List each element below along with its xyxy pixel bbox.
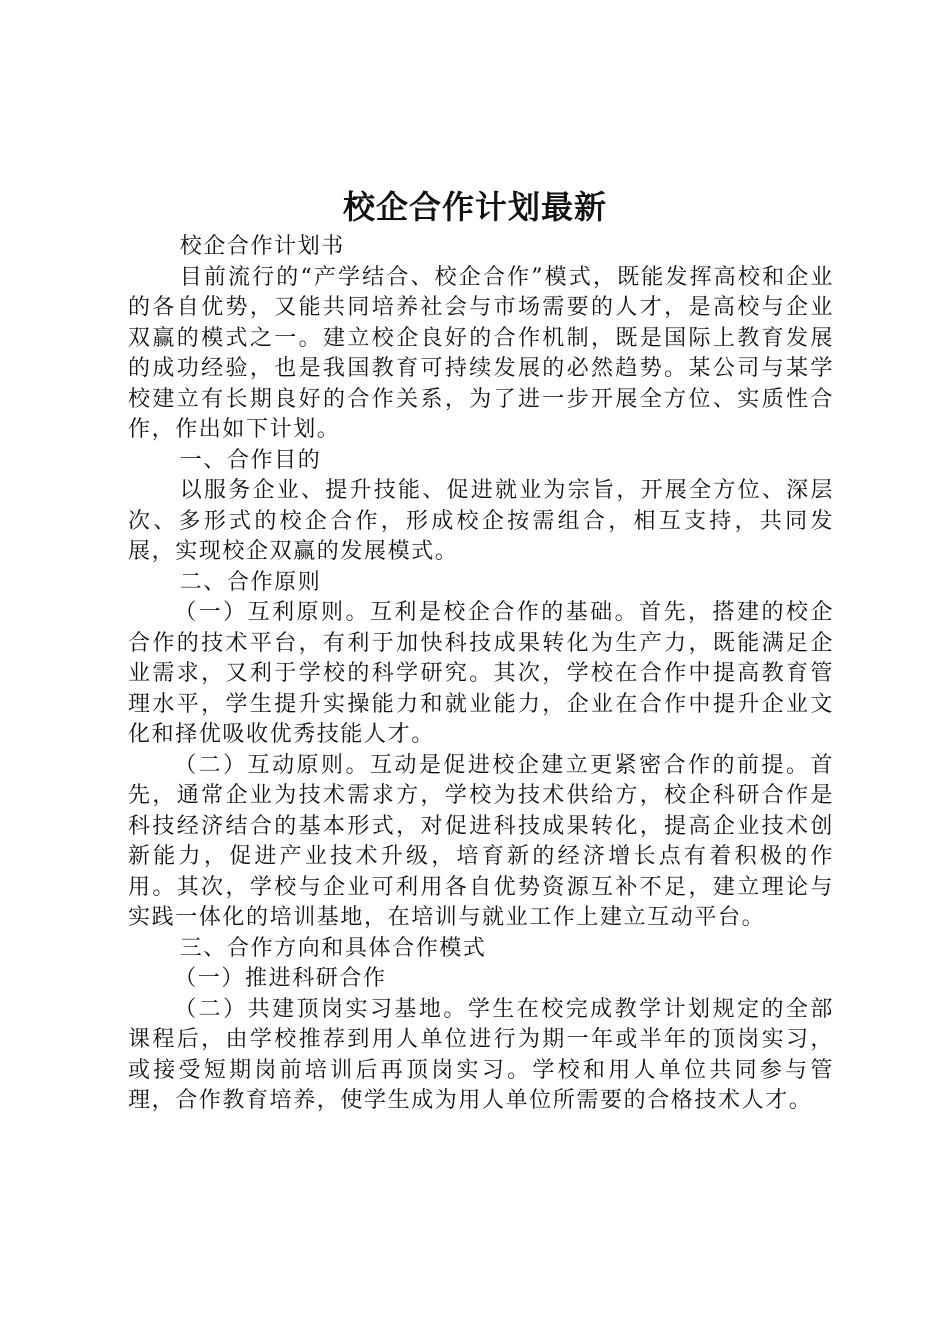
section-heading-purpose: 一、合作目的 (179, 447, 322, 473)
principle-interaction-paragraph: （二）互动原则。互动是促进校企建立更紧密合作的前提。首先，通常企业为技术需求方，学校为技术供给方，校企科研合作是科技经济结合的基本形式，对促进科技成果转化，提高企业技术创新能力，促进产业技术升级，培育新的经济增长点有着积极的作用。其次，学校与企业可利用各自优势资源互补不足，建立理论与实践一体化的培训基地，在培训与就业工作上建立互动平台。 (128, 752, 834, 930)
section-heading-principles: 二、合作原则 (179, 569, 322, 595)
purpose-paragraph: 以服务企业、提升技能、促进就业为宗旨，开展全方位、深层次、多形式的校企合作，形成校企按需组合，相互支持，共同发展，实现校企双赢的发展模式。 (128, 478, 834, 564)
section-heading-direction: 三、合作方向和具体合作模式 (179, 935, 487, 961)
document-body (128, 232, 834, 1117)
research-cooperation-line: （一）推进科研合作 (174, 966, 387, 991)
document-title: 校企合作计划最新 (342, 188, 607, 226)
principle-mutual-benefit-paragraph: （一）互利原则。互利是校企合作的基础。首先，搭建的校企合作的技术平台，有利于加快科技成果转化为生产力，既能满足企业需求，又利于学校的科学研究。其次，学校在合作中提高教育管理水平，学生提升实操能力和就业能力，企业在合作中提升企业文化和择优吸收优秀技能人才。 (128, 600, 834, 747)
subtitle-line: 校企合作计划书 (179, 234, 345, 259)
intro-paragraph: 目前流行的“产学结合、校企合作”模式，既能发挥高校和企业的各自优势，又能共同培养社会与市场需要的人才，是高校与企业双赢的模式之一。建立校企良好的合作机制，既是国际上教育发展的成功经验，也是我国教育可持续发展的必然趋势。某公司与某学校建立有长期良好的合作关系，为了进一步开展全方位、实质性合作，作出如下计划。 (128, 264, 834, 442)
internship-base-paragraph: （二）共建顶岗实习基地。学生在校完成教学计划规定的全部课程后，由学校推荐到用人单位进行为期一年或半年的顶岗实习，或接受短期岗前培训后再顶岗实习。学校和用人单位共同参与管理，合作教育培养，使学生成为用人单位所需要的合格技术人才。 (128, 996, 834, 1113)
